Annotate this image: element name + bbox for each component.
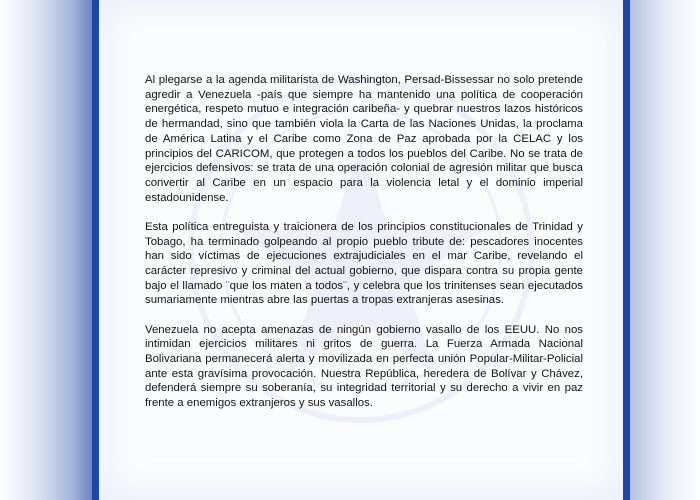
statement-body — [145, 73, 583, 425]
paragraph-3: Venezuela no acepta amenazas de ningún gobierno vasallo de los EEUU. No nos intimidan ejercicios militares ni gritos de guerra. La Fuerza Armada Nacional Bolivariana permanecerá alerta y movilizada en perfecta unión Popular-Militar-Policial ante esta gravísima provocación. Nuestra República, heredera de Bolívar y Chávez, defenderá siempre su soberanía, su integridad territorial y su derecho a vivir en paz frente a enemigos extranjeros y sus vasallos. — [145, 323, 583, 410]
paragraph-2: Esta política entreguista y traicionera de los principios constitucionales de Trinidad y Tobago, ha terminado golpeando al propio pueblo tribute de: pescadores inocentes han sido víctimas de ejecuciones extrajudiciales en el mar Caribe, revelando el carácter represivo y criminal del actual gobierno, que dispara contra su propia gente bajo el llamado ¨que los maten a todos¨, y celebra que los trinitenses sean ejecutados sumariamente mientras abre las puertas a tropas extranjeras asesinas. — [145, 220, 583, 307]
paragraph-1: Al plegarse a la agenda militarista de Washington, Persad-Bissessar no solo pretende agredir a Venezuela -país que siempre ha mantenido una política de cooperación energética, respeto mutuo e integración caribeña- y quebrar nuestros lazos históricos de hermandad, sino que también viola la Carta de las Naciones Unidas, la proclama de América Latina y el Caribe como Zona de Paz aprobada por la CELAC y los principios del CARICOM, que protegen a todos los pueblos del Caribe. No se trata de ejercicios defensivos: se trata de una operación colonial de agresión militar que busca convertir al Caribe en un espacio para la violencia letal y el dominio imperial estadounidense. — [145, 74, 583, 204]
document-page — [99, 0, 623, 500]
